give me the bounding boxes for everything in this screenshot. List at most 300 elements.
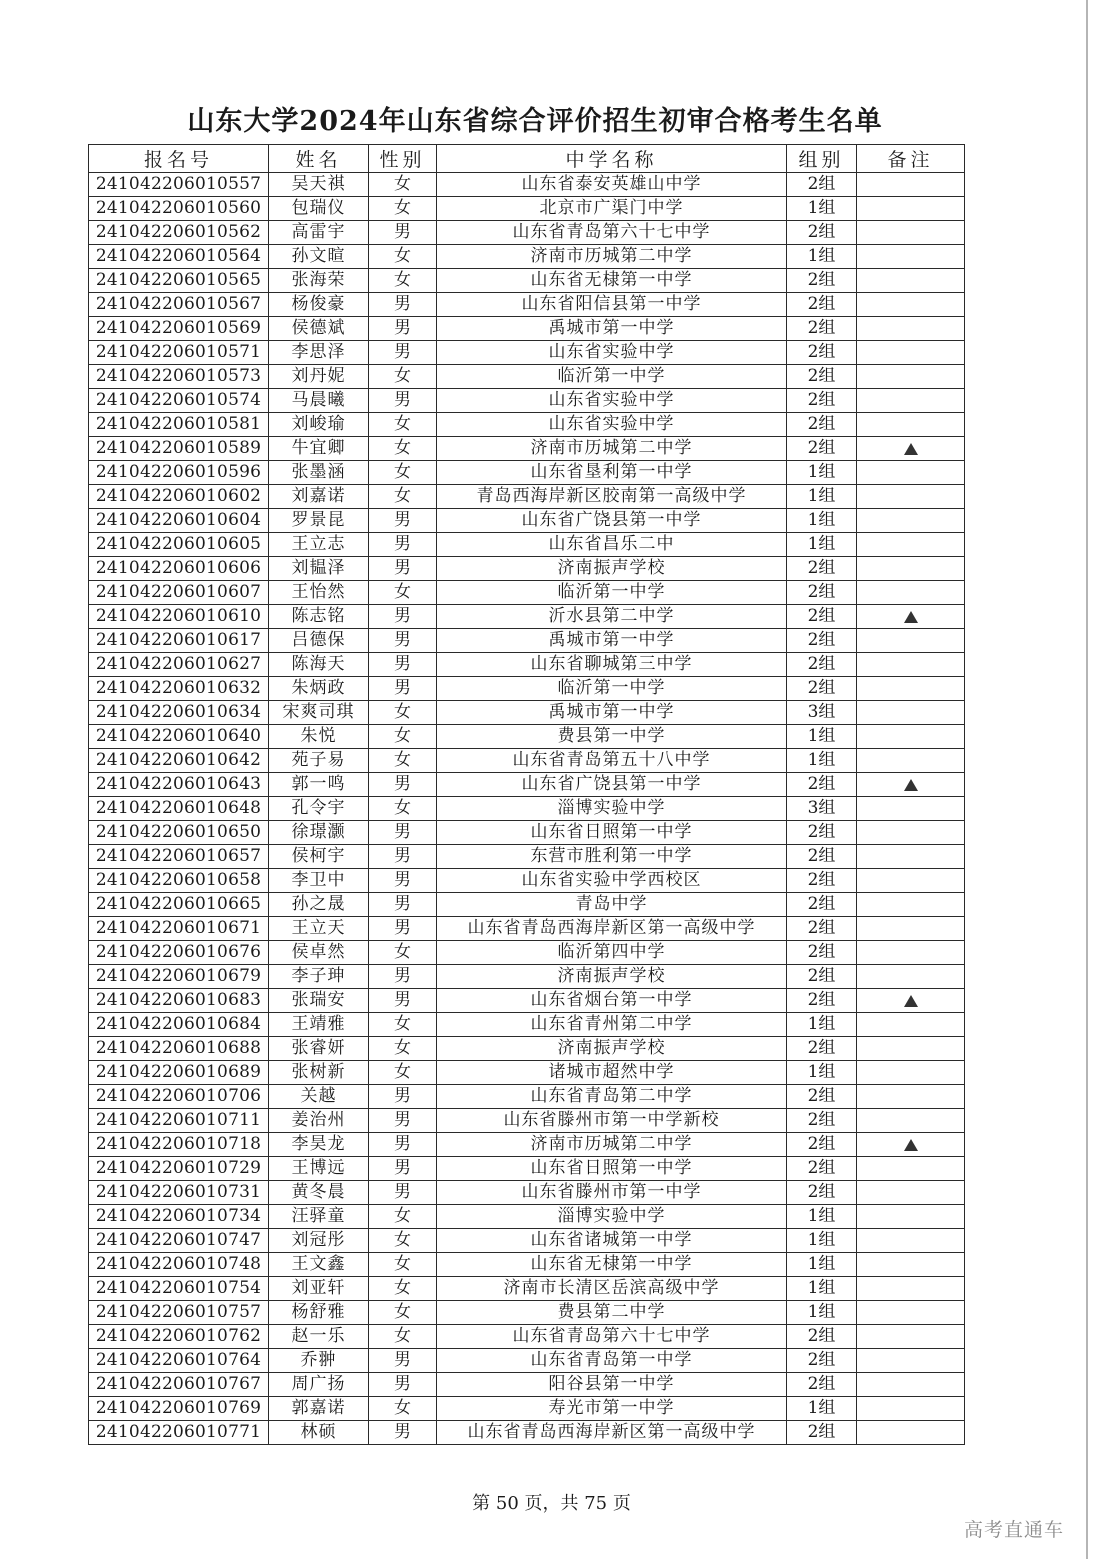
- table-row: [89, 797, 965, 821]
- cell-registration-id: 241042206010771: [89, 1421, 269, 1445]
- cell-gender: 男: [369, 317, 437, 341]
- cell-group: 1组: [787, 509, 857, 533]
- cell-name: 刘亚轩: [269, 1277, 369, 1301]
- cell-school: 山东省昌乐二中: [437, 533, 787, 557]
- cell-school: 山东省实验中学西校区: [437, 869, 787, 893]
- cell-name: 侯德斌: [269, 317, 369, 341]
- cell-note: [857, 1013, 965, 1037]
- triangle-mark-icon: [904, 443, 918, 455]
- cell-school: 山东省诸城第一中学: [437, 1229, 787, 1253]
- table-row: [89, 437, 965, 461]
- cell-name: 侯柯宇: [269, 845, 369, 869]
- cell-registration-id: 241042206010689: [89, 1061, 269, 1085]
- cell-school: 山东省青岛第六十七中学: [437, 1325, 787, 1349]
- table-row: [89, 653, 965, 677]
- cell-name: 李子珅: [269, 965, 369, 989]
- cell-gender: 男: [369, 893, 437, 917]
- cell-note: [857, 773, 965, 797]
- cell-registration-id: 241042206010648: [89, 797, 269, 821]
- cell-note: [857, 653, 965, 677]
- table-row: [89, 509, 965, 533]
- cell-name: 黄冬晨: [269, 1181, 369, 1205]
- table-row: [89, 773, 965, 797]
- cell-name: 乔翀: [269, 1349, 369, 1373]
- table-row: [89, 557, 965, 581]
- col-header-note: 备注: [857, 145, 965, 173]
- cell-gender: 男: [369, 773, 437, 797]
- table-row: [89, 365, 965, 389]
- cell-name: 侯卓然: [269, 941, 369, 965]
- cell-gender: 男: [369, 557, 437, 581]
- cell-group: 2组: [787, 1181, 857, 1205]
- cell-group: 2组: [787, 1349, 857, 1373]
- cell-note: [857, 509, 965, 533]
- cell-registration-id: 241042206010602: [89, 485, 269, 509]
- cell-name: 苑子易: [269, 749, 369, 773]
- cell-school: 临沂第一中学: [437, 365, 787, 389]
- cell-group: 2组: [787, 893, 857, 917]
- table-row: [89, 173, 965, 197]
- cell-school: 禹城市第一中学: [437, 317, 787, 341]
- cell-school: 阳谷县第一中学: [437, 1373, 787, 1397]
- cell-group: 2组: [787, 773, 857, 797]
- cell-registration-id: 241042206010604: [89, 509, 269, 533]
- cell-gender: 女: [369, 1205, 437, 1229]
- cell-registration-id: 241042206010560: [89, 197, 269, 221]
- col-header-id: 报名号: [89, 145, 269, 173]
- cell-name: 朱悦: [269, 725, 369, 749]
- table-row: [89, 197, 965, 221]
- cell-gender: 女: [369, 197, 437, 221]
- cell-name: 吴天祺: [269, 173, 369, 197]
- cell-school: 山东省广饶县第一中学: [437, 773, 787, 797]
- cell-gender: 男: [369, 869, 437, 893]
- cell-group: 2组: [787, 365, 857, 389]
- cell-note: [857, 1397, 965, 1421]
- cell-gender: 女: [369, 581, 437, 605]
- cell-gender: 女: [369, 1301, 437, 1325]
- cell-school: 济南振声学校: [437, 965, 787, 989]
- cell-school: 山东省泰安英雄山中学: [437, 173, 787, 197]
- table-row: [89, 605, 965, 629]
- table-row: [89, 293, 965, 317]
- cell-group: 2组: [787, 869, 857, 893]
- table-row: [89, 461, 965, 485]
- cell-school: 山东省滕州市第一中学新校: [437, 1109, 787, 1133]
- cell-gender: 女: [369, 1061, 437, 1085]
- cell-group: 2组: [787, 1085, 857, 1109]
- table-row: [89, 1013, 965, 1037]
- cell-registration-id: 241042206010747: [89, 1229, 269, 1253]
- cell-school: 山东省垦利第一中学: [437, 461, 787, 485]
- cell-gender: 女: [369, 1013, 437, 1037]
- cell-registration-id: 241042206010617: [89, 629, 269, 653]
- cell-note: [857, 725, 965, 749]
- scan-edge-line: [1086, 0, 1088, 1559]
- page-footer: 第 50 页，共 75 页: [472, 1493, 631, 1514]
- cell-name: 包瑞仪: [269, 197, 369, 221]
- cell-group: 2组: [787, 845, 857, 869]
- cell-note: [857, 1325, 965, 1349]
- cell-name: 张瑞安: [269, 989, 369, 1013]
- cell-registration-id: 241042206010711: [89, 1109, 269, 1133]
- table-row: [89, 725, 965, 749]
- table-row: [89, 1037, 965, 1061]
- cell-name: 高雷宇: [269, 221, 369, 245]
- cell-gender: 男: [369, 1157, 437, 1181]
- cell-school: 山东省青岛第六十七中学: [437, 221, 787, 245]
- table-row: [89, 1397, 965, 1421]
- table-row: [89, 965, 965, 989]
- cell-registration-id: 241042206010634: [89, 701, 269, 725]
- cell-name: 王博远: [269, 1157, 369, 1181]
- cell-note: [857, 1421, 965, 1445]
- cell-school: 临沂第四中学: [437, 941, 787, 965]
- cell-school: 山东省广饶县第一中学: [437, 509, 787, 533]
- cell-school: 临沂第一中学: [437, 677, 787, 701]
- cell-gender: 女: [369, 413, 437, 437]
- cell-note: [857, 917, 965, 941]
- cell-gender: 女: [369, 485, 437, 509]
- cell-registration-id: 241042206010676: [89, 941, 269, 965]
- cell-school: 山东省实验中学: [437, 341, 787, 365]
- cell-note: [857, 629, 965, 653]
- cell-note: [857, 317, 965, 341]
- cell-school: 禹城市第一中学: [437, 629, 787, 653]
- table-row: [89, 221, 965, 245]
- cell-name: 马晨曦: [269, 389, 369, 413]
- cell-note: [857, 677, 965, 701]
- cell-registration-id: 241042206010567: [89, 293, 269, 317]
- cell-name: 张海荣: [269, 269, 369, 293]
- cell-note: [857, 1037, 965, 1061]
- cell-note: [857, 557, 965, 581]
- cell-group: 2组: [787, 269, 857, 293]
- cell-note: [857, 437, 965, 461]
- cell-gender: 女: [369, 725, 437, 749]
- col-header-name: 姓名: [269, 145, 369, 173]
- cell-group: 1组: [787, 1397, 857, 1421]
- cell-group: 2组: [787, 941, 857, 965]
- cell-registration-id: 241042206010606: [89, 557, 269, 581]
- cell-group: 1组: [787, 1301, 857, 1325]
- col-header-gender: 性别: [369, 145, 437, 173]
- cell-gender: 女: [369, 461, 437, 485]
- cell-gender: 女: [369, 365, 437, 389]
- cell-registration-id: 241042206010581: [89, 413, 269, 437]
- cell-registration-id: 241042206010573: [89, 365, 269, 389]
- cell-note: [857, 389, 965, 413]
- cell-group: 2组: [787, 629, 857, 653]
- cell-group: 1组: [787, 197, 857, 221]
- cell-school: 诸城市超然中学: [437, 1061, 787, 1085]
- cell-name: 张墨涵: [269, 461, 369, 485]
- cell-note: [857, 965, 965, 989]
- cell-name: 张睿妍: [269, 1037, 369, 1061]
- cell-note: [857, 1229, 965, 1253]
- cell-note: [857, 1373, 965, 1397]
- cell-registration-id: 241042206010706: [89, 1085, 269, 1109]
- triangle-mark-icon: [904, 779, 918, 791]
- cell-note: [857, 197, 965, 221]
- cell-note: [857, 533, 965, 557]
- cell-registration-id: 241042206010764: [89, 1349, 269, 1373]
- cell-name: 孙文暄: [269, 245, 369, 269]
- cell-school: 山东省青岛西海岸新区第一高级中学: [437, 917, 787, 941]
- table-row: [89, 1109, 965, 1133]
- cell-gender: 女: [369, 701, 437, 725]
- table-row: [89, 1133, 965, 1157]
- cell-group: 2组: [787, 1133, 857, 1157]
- cell-gender: 男: [369, 653, 437, 677]
- cell-group: 1组: [787, 1253, 857, 1277]
- cell-school: 山东省实验中学: [437, 413, 787, 437]
- cell-group: 1组: [787, 1229, 857, 1253]
- cell-registration-id: 241042206010679: [89, 965, 269, 989]
- cell-name: 陈海天: [269, 653, 369, 677]
- cell-school: 济南市历城第二中学: [437, 245, 787, 269]
- table-row: [89, 1229, 965, 1253]
- cell-note: [857, 845, 965, 869]
- cell-group: 1组: [787, 725, 857, 749]
- table-row: [89, 677, 965, 701]
- cell-gender: 男: [369, 1085, 437, 1109]
- cell-gender: 男: [369, 1373, 437, 1397]
- cell-group: 2组: [787, 1325, 857, 1349]
- cell-note: [857, 269, 965, 293]
- cell-gender: 女: [369, 245, 437, 269]
- cell-gender: 男: [369, 1181, 437, 1205]
- cell-gender: 男: [369, 341, 437, 365]
- cell-group: 2组: [787, 317, 857, 341]
- cell-name: 王立天: [269, 917, 369, 941]
- cell-group: 2组: [787, 173, 857, 197]
- table-row: [89, 1061, 965, 1085]
- cell-registration-id: 241042206010605: [89, 533, 269, 557]
- cell-name: 孔令宇: [269, 797, 369, 821]
- cell-name: 关越: [269, 1085, 369, 1109]
- cell-gender: 女: [369, 1253, 437, 1277]
- cell-school: 济南市长清区岳滨高级中学: [437, 1277, 787, 1301]
- cell-school: 山东省实验中学: [437, 389, 787, 413]
- cell-note: [857, 1061, 965, 1085]
- cell-school: 山东省聊城第三中学: [437, 653, 787, 677]
- cell-registration-id: 241042206010729: [89, 1157, 269, 1181]
- triangle-mark-icon: [904, 1139, 918, 1151]
- table-row: [89, 1373, 965, 1397]
- cell-gender: 男: [369, 821, 437, 845]
- table-row: [89, 941, 965, 965]
- cell-group: 2组: [787, 557, 857, 581]
- cell-name: 郭一鸣: [269, 773, 369, 797]
- cell-note: [857, 461, 965, 485]
- table-row: [89, 1301, 965, 1325]
- cell-group: 2组: [787, 1373, 857, 1397]
- cell-note: [857, 1301, 965, 1325]
- cell-school: 北京市广渠门中学: [437, 197, 787, 221]
- cell-note: [857, 1181, 965, 1205]
- cell-group: 2组: [787, 821, 857, 845]
- cell-name: 徐璟灏: [269, 821, 369, 845]
- cell-name: 王靖雅: [269, 1013, 369, 1037]
- cell-group: 1组: [787, 1061, 857, 1085]
- cell-group: 2组: [787, 989, 857, 1013]
- cell-gender: 男: [369, 965, 437, 989]
- cell-registration-id: 241042206010632: [89, 677, 269, 701]
- cell-note: [857, 581, 965, 605]
- cell-school: 淄博实验中学: [437, 1205, 787, 1229]
- cell-registration-id: 241042206010574: [89, 389, 269, 413]
- cell-group: 2组: [787, 413, 857, 437]
- cell-gender: 女: [369, 749, 437, 773]
- cell-school: 山东省无棣第一中学: [437, 1253, 787, 1277]
- cell-registration-id: 241042206010642: [89, 749, 269, 773]
- cell-registration-id: 241042206010718: [89, 1133, 269, 1157]
- cell-name: 孙之晟: [269, 893, 369, 917]
- cell-school: 山东省青州第二中学: [437, 1013, 787, 1037]
- cell-registration-id: 241042206010688: [89, 1037, 269, 1061]
- cell-note: [857, 1277, 965, 1301]
- table-row: [89, 869, 965, 893]
- cell-note: [857, 341, 965, 365]
- cell-note: [857, 1133, 965, 1157]
- table-row: [89, 389, 965, 413]
- cell-name: 王怡然: [269, 581, 369, 605]
- cell-note: [857, 413, 965, 437]
- table-row: [89, 533, 965, 557]
- cell-school: 济南市历城第二中学: [437, 437, 787, 461]
- cell-school: 山东省青岛第一中学: [437, 1349, 787, 1373]
- cell-name: 刘嘉诺: [269, 485, 369, 509]
- cell-note: [857, 1205, 965, 1229]
- table-row: [89, 845, 965, 869]
- cell-group: 2组: [787, 1109, 857, 1133]
- cell-group: 2组: [787, 965, 857, 989]
- table-row: [89, 821, 965, 845]
- cell-name: 刘丹妮: [269, 365, 369, 389]
- cell-gender: 男: [369, 1349, 437, 1373]
- cell-gender: 女: [369, 1325, 437, 1349]
- table-row: [89, 269, 965, 293]
- cell-gender: 男: [369, 533, 437, 557]
- cell-note: [857, 749, 965, 773]
- cell-gender: 男: [369, 293, 437, 317]
- cell-group: 2组: [787, 341, 857, 365]
- cell-registration-id: 241042206010731: [89, 1181, 269, 1205]
- cell-group: 2组: [787, 1037, 857, 1061]
- cell-school: 山东省日照第一中学: [437, 1157, 787, 1181]
- cell-gender: 男: [369, 1133, 437, 1157]
- cell-group: 3组: [787, 797, 857, 821]
- cell-group: 2组: [787, 293, 857, 317]
- cell-gender: 女: [369, 437, 437, 461]
- cell-school: 青岛西海岸新区胶南第一高级中学: [437, 485, 787, 509]
- cell-school: 淄博实验中学: [437, 797, 787, 821]
- cell-name: 陈志铭: [269, 605, 369, 629]
- cell-note: [857, 821, 965, 845]
- table-row: [89, 317, 965, 341]
- cell-gender: 男: [369, 1109, 437, 1133]
- cell-registration-id: 241042206010657: [89, 845, 269, 869]
- table-row: [89, 1181, 965, 1205]
- cell-school: 费县第一中学: [437, 725, 787, 749]
- cell-group: 1组: [787, 461, 857, 485]
- table-row: [89, 1325, 965, 1349]
- cell-school: 山东省阳信县第一中学: [437, 293, 787, 317]
- cell-group: 3组: [787, 701, 857, 725]
- cell-group: 2组: [787, 221, 857, 245]
- cell-note: [857, 293, 965, 317]
- cell-registration-id: 241042206010571: [89, 341, 269, 365]
- table-row: [89, 1277, 965, 1301]
- cell-gender: 男: [369, 389, 437, 413]
- cell-gender: 男: [369, 509, 437, 533]
- cell-gender: 男: [369, 989, 437, 1013]
- cell-school: 山东省青岛西海岸新区第一高级中学: [437, 1421, 787, 1445]
- cell-gender: 女: [369, 941, 437, 965]
- cell-registration-id: 241042206010557: [89, 173, 269, 197]
- cell-school: 济南市历城第二中学: [437, 1133, 787, 1157]
- cell-name: 王文鑫: [269, 1253, 369, 1277]
- cell-registration-id: 241042206010565: [89, 269, 269, 293]
- cell-group: 2组: [787, 653, 857, 677]
- cell-registration-id: 241042206010754: [89, 1277, 269, 1301]
- cell-school: 东营市胜利第一中学: [437, 845, 787, 869]
- table-row: [89, 989, 965, 1013]
- cell-gender: 男: [369, 677, 437, 701]
- table-body: [89, 173, 965, 1445]
- cell-name: 牛宜卿: [269, 437, 369, 461]
- cell-group: 1组: [787, 485, 857, 509]
- cell-name: 杨舒雅: [269, 1301, 369, 1325]
- table-row: [89, 1349, 965, 1373]
- cell-note: [857, 365, 965, 389]
- cell-registration-id: 241042206010569: [89, 317, 269, 341]
- cell-name: 刘峻瑜: [269, 413, 369, 437]
- table-row: [89, 245, 965, 269]
- cell-group: 1组: [787, 1277, 857, 1301]
- cell-school: 禹城市第一中学: [437, 701, 787, 725]
- cell-registration-id: 241042206010643: [89, 773, 269, 797]
- cell-registration-id: 241042206010607: [89, 581, 269, 605]
- col-header-school: 中学名称: [437, 145, 787, 173]
- cell-name: 周广扬: [269, 1373, 369, 1397]
- cell-note: [857, 1157, 965, 1181]
- col-header-group: 组别: [787, 145, 857, 173]
- watermark: 高考直通车: [964, 1519, 1065, 1541]
- cell-school: 济南振声学校: [437, 557, 787, 581]
- cell-registration-id: 241042206010627: [89, 653, 269, 677]
- cell-gender: 男: [369, 605, 437, 629]
- triangle-mark-icon: [904, 611, 918, 623]
- cell-note: [857, 893, 965, 917]
- cell-registration-id: 241042206010683: [89, 989, 269, 1013]
- cell-note: [857, 989, 965, 1013]
- cell-name: 杨俊豪: [269, 293, 369, 317]
- cell-school: 山东省青岛第五十八中学: [437, 749, 787, 773]
- cell-name: 李昊龙: [269, 1133, 369, 1157]
- cell-registration-id: 241042206010589: [89, 437, 269, 461]
- cell-registration-id: 241042206010640: [89, 725, 269, 749]
- cell-group: 1组: [787, 1205, 857, 1229]
- cell-gender: 女: [369, 173, 437, 197]
- cell-group: 2组: [787, 605, 857, 629]
- cell-gender: 男: [369, 221, 437, 245]
- cell-name: 宋爽司琪: [269, 701, 369, 725]
- cell-school: 山东省日照第一中学: [437, 821, 787, 845]
- cell-name: 王立志: [269, 533, 369, 557]
- table-row: [89, 1421, 965, 1445]
